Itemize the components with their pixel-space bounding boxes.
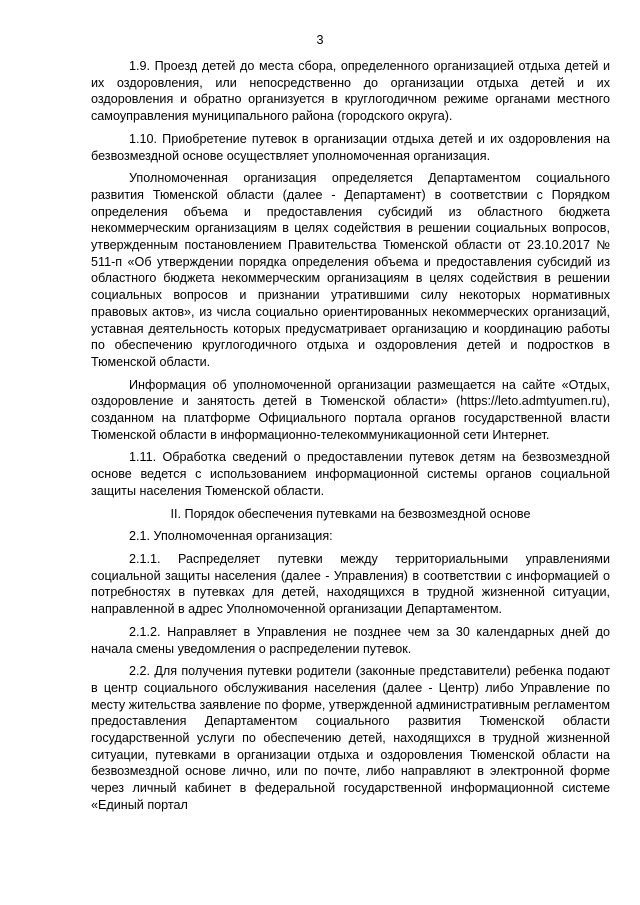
paragraph-2-1: 2.1. Уполномоченная организация: (129, 529, 333, 544)
paragraph-authorized-organization: Уполномоченная организация определяется Департаментом социального развития Тюменской области (далее - Департамент) в соответствии с Порядком определения объема и предоставления субсидий из областного бюджета некоммерческим организациям в целях содействия в решении социальных вопросов, утвержденным постановлением Правительства Тюменской области от 23.10.2017 № 511-п «Об утверждении порядка определения объема и предоставления субсидий из областного бюджета некоммерческим организациям в целях содействия в решении социальных вопросов и признании утратившими силу некоторых нормативных правовых актов», из числа социально ориентированных некоммерческих организаций, уставная деятельность которых предусматривает организацию и координацию работы по обеспечению круглогодичного отдыха и оздоровления детей и подростков в Тюменской области. (91, 171, 610, 369)
paragraph-1-11: 1.11. Обработка сведений о предоставлении путевок детям на безвозмездной основе ведется с использованием информационной системы органов социальной защиты населения Тюменской области. (91, 450, 610, 498)
paragraph-2-2: 2.2. Для получения путевки родители (законные представители) ребенка подают в центр социального обслуживания населения (далее - Центр) либо Управление по месту жительства заявление по форме, утвержденной административным регламентом предоставления Департаментом социального развития Тюменской области государственной услуги по обеспечению детей, находящихся в трудной жизненной ситуации, путевками в организации отдыха и оздоровления Тюменской области на безвозмездной основе лично, или по почте, либо направляют в электронной форме через личный кабинет в федеральной государственной информационной системе «Единый портал (91, 664, 610, 812)
document-body (91, 58, 610, 820)
page-number: 3 (316, 33, 324, 47)
paragraph-2-1-1: 2.1.1. Распределяет путевки между территориальными управлениями социальной защиты населения (далее - Управления) в соответствии с информацией о потребностях в путевках для детей, находящихся в трудной жизненной ситуации, направленной в адрес Уполномоченной организации Департаментом. (91, 551, 610, 617)
section-heading: II. Порядок обеспечения путевками на безвозмездной основе (170, 506, 531, 521)
paragraph-1-10: 1.10. Приобретение путевок в организации отдыха детей и их оздоровления на безвозмездной основе осуществляет уполномоченная организация. (91, 131, 610, 163)
paragraph-website-info: Информация об уполномоченной организации размещается на сайте «Отдых, оздоровление и занятость детей в Тюменской области» (https://leto.admtyumen.ru), созданном на платформе Официального портала органов государственной власти Тюменской области в информационно-телекоммуникационной сети Интернет. (91, 377, 610, 442)
paragraph-1-9: 1.9. Проезд детей до места сбора, определенного организацией отдыха детей и их оздоровления, или непосредственно до организации отдыха детей и их оздоровления и обратно организуется в круглогодичном режиме органами местного самоуправления муниципального района (городского округа). (91, 59, 610, 124)
paragraph-2-1-2: 2.1.2. Направляет в Управления не позднее чем за 30 календарных дней до начала смены уведомления о распределении путевок. (91, 624, 610, 656)
